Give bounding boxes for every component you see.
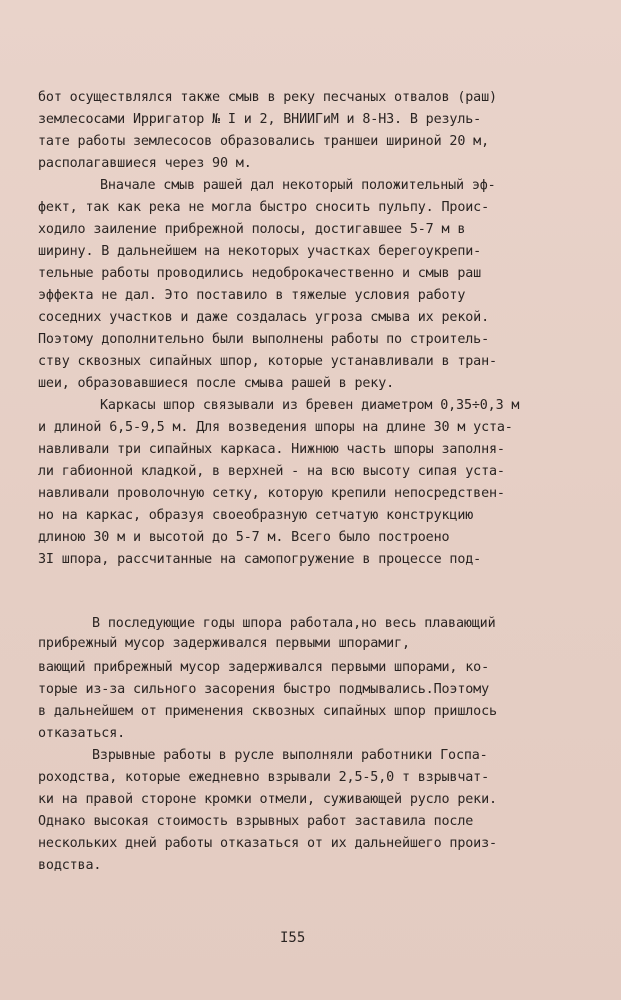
paragraph-first-line: В последующие годы шпора работала,но весь плавающий [92,616,496,631]
text-line: тельные работы проводились недоброкачественно и смыв раш [38,266,482,281]
text-line: прибрежный мусор задерживался первыми шпорамиг, [38,636,410,651]
text-line: но на каркас, образуя своеобразную сетчатую конструкцию [38,508,474,523]
page-number: I55 [280,930,306,946]
text-line: Поэтому дополнительно были выполнены работы по строитель- [38,332,489,347]
text-line: ходило заиление прибрежной полосы, достигавшее 5-7 м в [38,222,466,237]
text-line: навливали проволочную сетку, которую крепили непосредствен- [38,486,505,501]
text-line: соседних участков и даже создалась угроза смыва их рекой. [38,310,489,325]
text-line: ширину. В дальнейшем на некоторых участках берегоукрепи- [38,244,482,259]
text-line: тате работы землесосов образовались траншеи шириной 20 м, [38,134,489,149]
text-line: фект, так как река не могла быстро сносить пульпу. Проис- [38,200,489,215]
text-line: шеи, образовавшиеся после смыва рашей в реку. [38,376,395,391]
text-line: вающий прибрежный мусор задерживался первыми шпорами, ко- [38,660,489,675]
text-line: роходства, которые ежедневно взрывали 2,5-5,0 т взрывчат- [38,770,489,785]
text-line: землесосами Ирригатор № I и 2, ВНИИГиМ и 8-НЗ. В резуль- [38,112,482,127]
text-line: в дальнейшем от применения сквозных сипайных шпор пришлось [38,704,497,719]
text-line: эффекта не дал. Это поставило в тяжелые условия работу [38,288,466,303]
paragraph-first-line: Взрывные работы в русле выполняли работники Госпа- [92,748,488,763]
text-line: Однако высокая стоимость взрывных работ заставила после [38,814,474,829]
text-line: длиною 30 м и высотой до 5-7 м. Всего было построено [38,530,450,545]
text-line: водства. [38,858,102,873]
text-line: и длиной 6,5-9,5 м. Для возведения шпоры на длине 30 м уста- [38,420,513,435]
text-line: нескольких дней работы отказаться от их дальнейшего произ- [38,836,497,851]
text-line: ству сквозных сипайных шпор, которые устанавливали в тран- [38,354,497,369]
paragraph-first-line: Вначале смыв рашей дал некоторый положительный эф- [100,178,496,193]
text-line: ли габионной кладкой, в верхней - на всю высоту сипая уста- [38,464,505,479]
text-line: отказаться. [38,726,126,741]
paragraph-first-line: Каркасы шпор связывали из бревен диаметром 0,35÷0,3 м [100,398,520,413]
text-line: располагавшиеся через 90 м. [38,156,252,171]
text-line: бот осуществлялся также смыв в реку песчаных отвалов (раш) [38,90,497,105]
text-line: навливали три сипайных каркаса. Нижнюю часть шпоры заполня- [38,442,505,457]
text-line: торые из-за сильного засорения быстро подмывались.Поэтому [38,682,489,697]
text-line: ки на правой стороне кромки отмели, суживающей русло реки. [38,792,497,807]
text-line: 3I шпора, рассчитанные на самопогружение в процессе под- [38,552,482,567]
